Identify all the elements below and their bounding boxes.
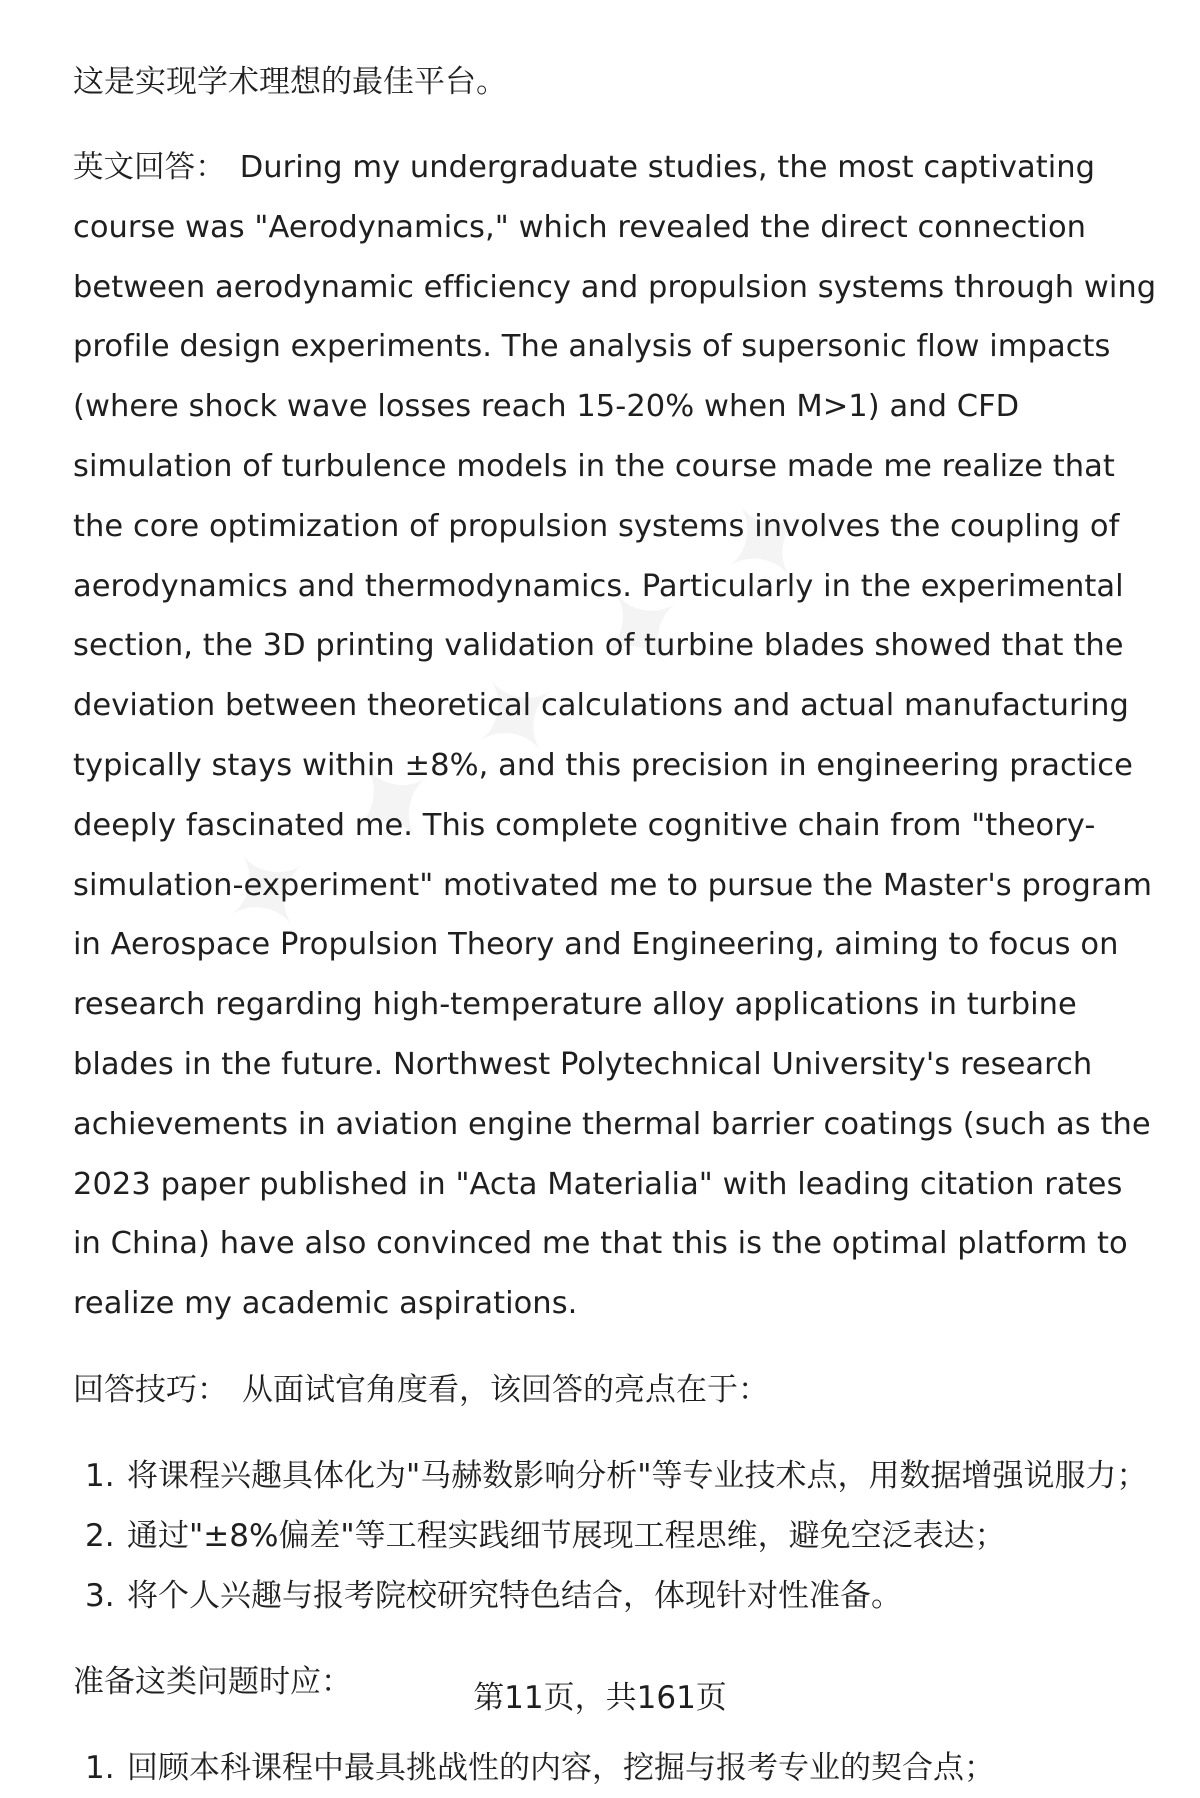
tips-list-item — [73, 1446, 1158, 1506]
document-content — [73, 52, 1158, 1798]
list-number: 2. — [85, 1517, 115, 1554]
tips-label: 回答技巧： — [73, 1371, 228, 1408]
list-item-text: 将课程兴趣具体化为"马赫数影响分析"等专业技术点，用数据增强说服力； — [127, 1457, 1148, 1494]
intro-line: 这是实现学术理想的最佳平台。 — [73, 64, 507, 100]
list-number: 1. — [85, 1749, 115, 1786]
list-number: 3. — [85, 1577, 115, 1614]
list-item-text: 通过"±8%偏差"等工程实践细节展现工程思维，避免空泛表达； — [127, 1517, 1006, 1554]
tips-list-item — [73, 1566, 1158, 1626]
list-item-text: 回顾本科课程中最具挑战性的内容，挖掘与报考专业的契合点； — [127, 1749, 995, 1786]
tips-list-item — [73, 1506, 1158, 1566]
tips-list — [73, 1446, 1158, 1626]
prep-heading: 准备这类问题时应： — [73, 1663, 352, 1700]
prep-list — [73, 1738, 1158, 1798]
page-footer: 第11页，共161页 — [473, 1680, 727, 1716]
list-number: 1. — [85, 1457, 115, 1494]
tips-heading — [73, 1360, 1158, 1420]
english-answer-paragraph — [73, 138, 1158, 1334]
english-answer-text: During my undergraduate studies, the most captivating course was "Aerodynamics," which revealed the direct connection between aerodynamic efficiency and propulsion systems through wing profile design experiments. The analysis of supersonic flow impacts (where shock wave losses reach 15-20% when M>1) and CFD simulation of turbulence models in the course made me realize that the core optimization of propulsion systems involves the coupling of aerodynamics and thermodynamics. Particularly in the experimental section, the 3D printing validation of turbine blades showed that the deviation between theoretical calculations and actual manufacturing typically stays within ±8%, and this precision in engineering practice deeply fascinated me. This complete cognitive chain from "theory-simulation-experiment" motivated me to pursue the Master's program in Aerospace Propulsion Theory and Engineering, aiming to focus on research regarding high-temperature alloy applications in turbine blades in the future. Northwest Polytechnical University's research achievements in aviation engine thermal barrier coatings (such as the 2023 paper published in "Acta Materialia" with leading citation rates in China) have also convinced me that this is the optimal platform to realize my academic aspirations. — [73, 150, 1157, 1322]
tips-intro: 从面试官角度看，该回答的亮点在于： — [242, 1371, 769, 1408]
list-item-text: 将个人兴趣与报考院校研究特色结合，体现针对性准备。 — [127, 1577, 902, 1614]
english-answer-label: 英文回答： — [73, 150, 226, 185]
prep-list-item — [73, 1738, 1158, 1798]
